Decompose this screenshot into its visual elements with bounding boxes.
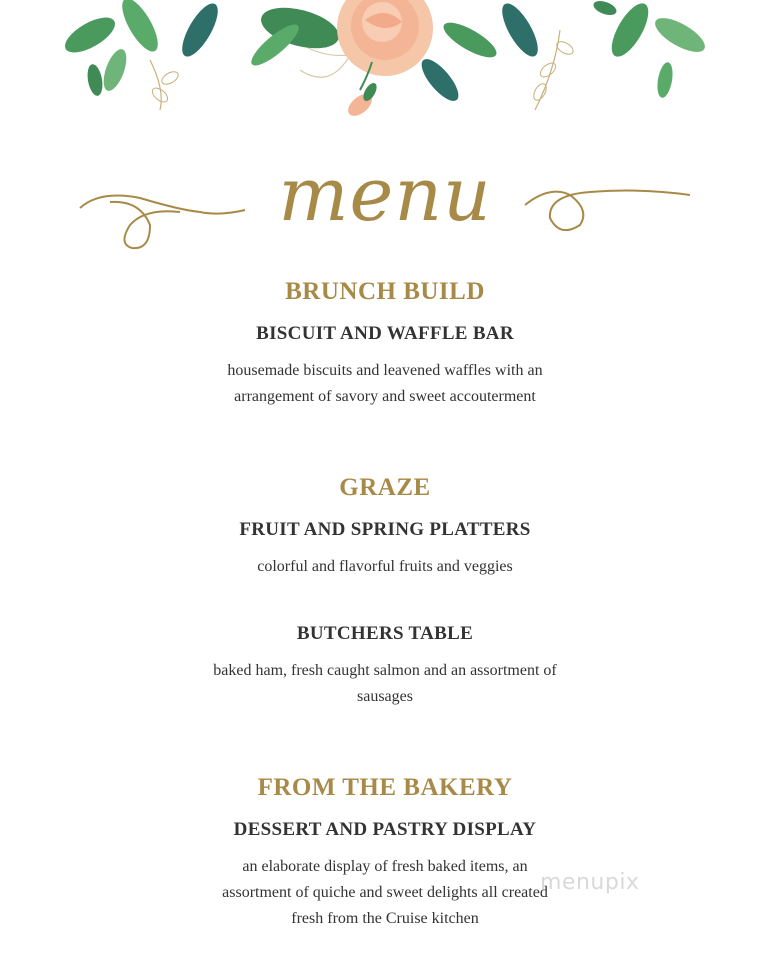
section-title: FROM THE BAKERY — [257, 774, 513, 801]
item-description-line: sausages — [357, 688, 413, 705]
section-graze — [0, 468, 770, 710]
watermark-logo: menupix — [540, 870, 640, 895]
item-description-line: arrangement of savory and sweet accouterment — [234, 388, 536, 405]
section-brunch-build — [0, 272, 770, 410]
item-name: BISCUIT AND WAFFLE BAR — [256, 323, 514, 344]
menu-heading: menu — [278, 152, 492, 238]
item-name: FRUIT AND SPRING PLATTERS — [239, 519, 531, 540]
rose-flower-icon — [246, 0, 501, 120]
item-name: BUTCHERS TABLE — [296, 623, 474, 644]
floral-header-decoration — [0, 0, 770, 140]
item-description-line: housemade biscuits and leavened waffles with an — [227, 362, 543, 379]
item-description-line: baked ham, fresh caught salmon and an assortment of — [213, 662, 557, 679]
item-name: DESSERT AND PASTRY DISPLAY — [233, 819, 537, 840]
item-description-line: an elaborate display of fresh baked items, an — [242, 858, 528, 875]
item-description-line: assortment of quiche and sweet delights all created — [222, 884, 548, 901]
section-title: GRAZE — [339, 474, 431, 501]
section-title: BRUNCH BUILD — [285, 278, 485, 305]
right-leaves-icon — [495, 0, 709, 110]
left-leaves-icon — [60, 0, 225, 110]
section-from-the-bakery — [0, 768, 770, 932]
item-description-line: fresh from the Cruise kitchen — [291, 910, 479, 927]
item-description-line: colorful and flavorful fruits and veggies — [257, 558, 513, 575]
